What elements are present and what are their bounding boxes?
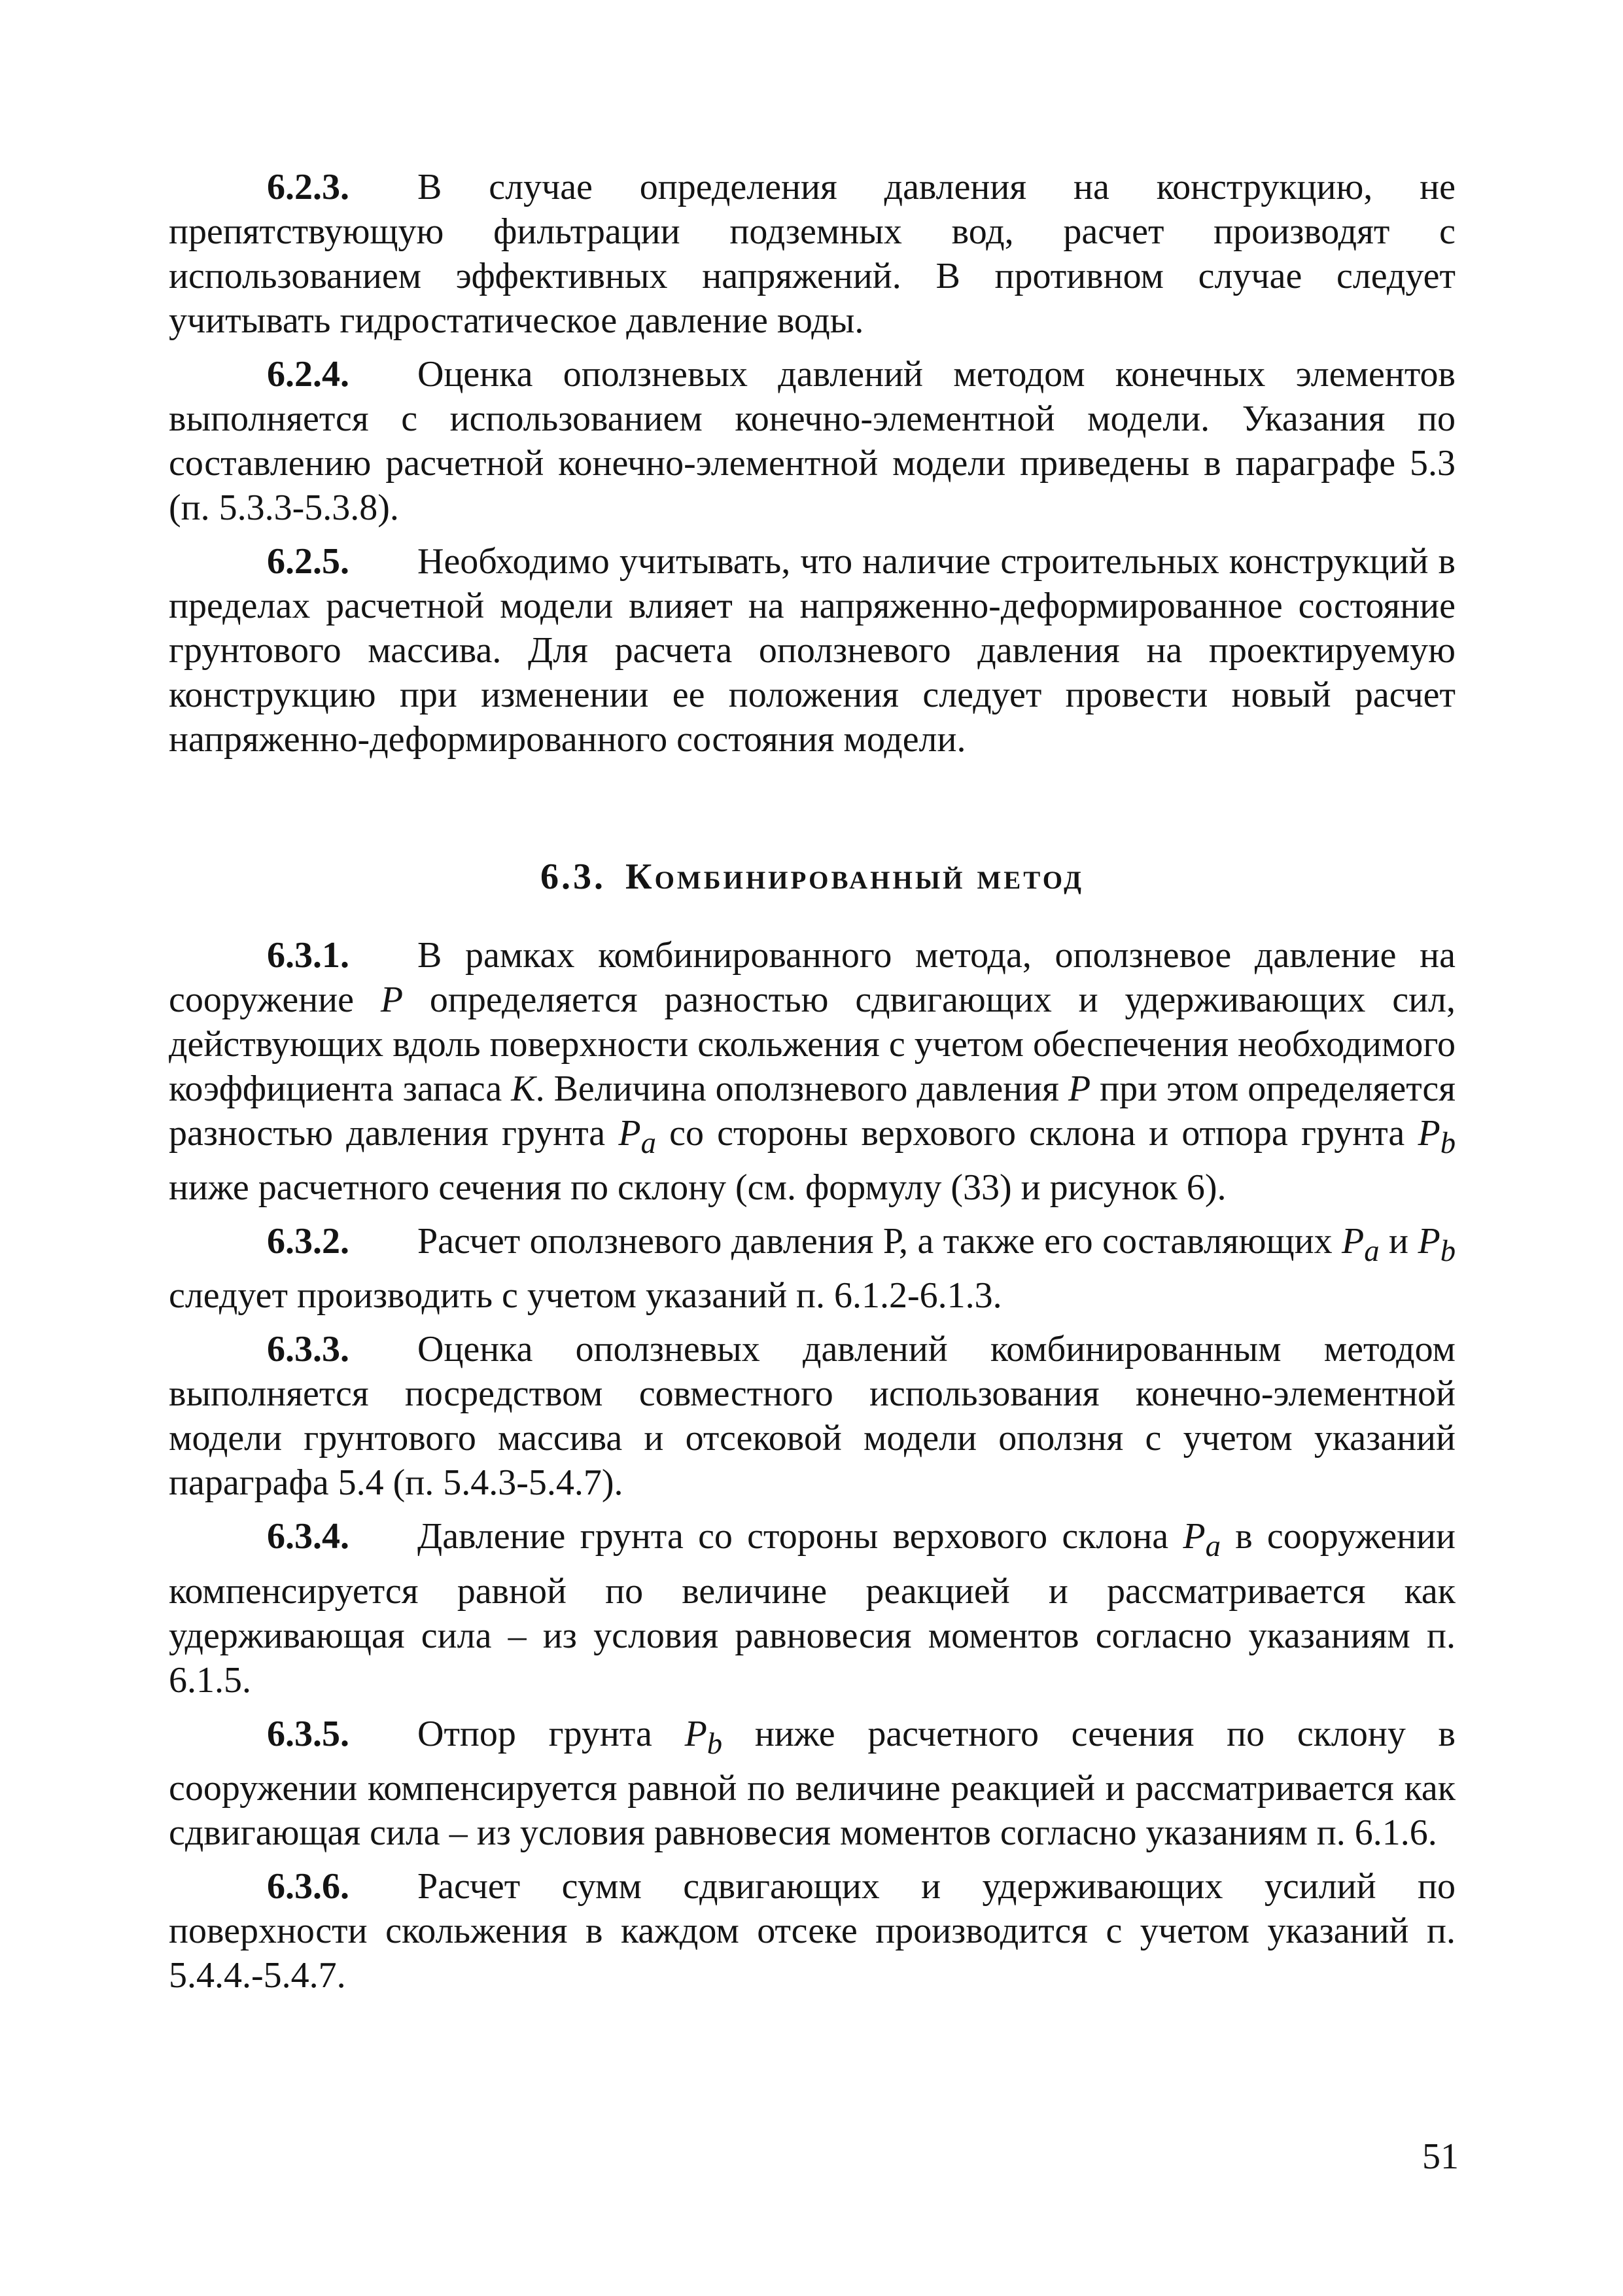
paragraph-6-2-4 xyxy=(169,352,1456,530)
variable: P xyxy=(1068,1069,1091,1109)
text-run: ниже расчетного сечения по склону в сооружении компенсируется равной по величине реакцией и рассматривается как сдвигающая сила – из условия равновесия моментов согласно указаниям п. 6.1.6. xyxy=(169,1713,1456,1853)
variable: $P_a$ xyxy=(1183,1516,1221,1564)
text-run: следует производить с учетом указаний п. 6.1.2-6.1.3. xyxy=(169,1275,1002,1316)
variable: P xyxy=(380,980,404,1020)
variable: $P_b$ xyxy=(684,1713,723,1761)
clause-number: 6.2.3. xyxy=(267,167,349,207)
paragraph-6-3-6 xyxy=(169,1864,1456,1998)
variable: $P_a$ xyxy=(618,1113,656,1161)
clause-number: 6.3.1. xyxy=(267,935,349,976)
text-run: . Величина оползневого давления xyxy=(535,1069,1059,1109)
paragraph-6-2-3 xyxy=(169,165,1456,343)
clause-number: 6.2.4. xyxy=(267,354,349,395)
text-run: со стороны верхового склона и отпора грунта xyxy=(669,1113,1405,1154)
page-number: 51 xyxy=(1422,2136,1459,2177)
paragraph-6-3-1 xyxy=(169,933,1456,1210)
text-run: при этом определяется разностью давления грунта xyxy=(169,1069,1456,1154)
variable: $P_b$ xyxy=(1418,1113,1456,1161)
text-run: и xyxy=(1389,1221,1409,1262)
paragraph-text: Расчет сумм сдвигающих и удерживающих усилий по поверхности скольжения в каждом отсеке производится с учетом указаний п. 5.4.4.-5.4.7. xyxy=(169,1865,1456,1996)
clause-number: 6.3.5. xyxy=(267,1713,349,1754)
text-run: определяется разностью сдвигающих и удерживающих сил, действующих вдоль поверхности скольжения с учетом обеспечения необходимого коэффициента запаса xyxy=(169,980,1456,1109)
clause-number: 6.3.6. xyxy=(267,1865,349,1907)
clause-number: 6.3.2. xyxy=(267,1221,349,1262)
clause-number: 6.2.5. xyxy=(267,541,349,582)
section-title: Комбинированный метод xyxy=(625,857,1085,897)
text-run: ниже расчетного сечения по склону (см. формулу (33) и рисунок 6). xyxy=(169,1167,1227,1209)
paragraph-text: Оценка оползневых давлений методом конечных элементов выполняется с использованием конечно-элементной модели. Указания по составлению расчетной конечно-элементной модели приведены в параграфе 5.3 (п. 5.3.3-5.3.8). xyxy=(169,354,1456,528)
paragraph-6-3-4 xyxy=(169,1514,1456,1702)
clause-number: 6.3.3. xyxy=(267,1329,349,1370)
variable: $P_a$ xyxy=(1342,1221,1380,1269)
text-run: Отпор грунта xyxy=(417,1713,652,1754)
variable: $P_b$ xyxy=(1418,1221,1456,1269)
paragraph-6-3-2 xyxy=(169,1219,1456,1318)
text-run: В рамках комбинированного метода, оползневое давление на сооружение xyxy=(169,935,1456,1020)
text-run: в сооружении компенсируется равной по величине реакцией и рассматривается как удерживающая сила – из условия равновесия моментов согласно указаниям п. 6.1.5. xyxy=(169,1516,1456,1701)
paragraph-6-2-5 xyxy=(169,539,1456,762)
section-number: 6.3. xyxy=(540,857,606,897)
text-run: Давление грунта со стороны верхового склона xyxy=(417,1516,1169,1557)
paragraph-text: Оценка оползневых давлений комбинированным методом выполняется посредством совместного использования конечно-элементной модели грунтового массива и отсековой модели оползня с учетом указаний параграфа 5.4 (п. 5.4.3-5.4.7). xyxy=(169,1329,1456,1504)
text-run: Расчет оползневого давления Р, а также его составляющих xyxy=(417,1221,1333,1262)
paragraph-text: Необходимо учитывать, что наличие строительных конструкций в пределах расчетной модели влияет на напряженно-деформированное состояние грунтового массива. Для расчета оползневого давления на проектируемую конструкцию при изменении ее положения следует провести новый расчет напряженно-деформированного состояния модели. xyxy=(169,541,1456,760)
clause-number: 6.3.4. xyxy=(267,1516,349,1557)
paragraph-6-3-5 xyxy=(169,1712,1456,1855)
paragraph-6-3-3 xyxy=(169,1327,1456,1505)
section-heading xyxy=(169,855,1456,899)
body-text xyxy=(169,165,1456,2007)
paragraph-text: В случае определения давления на конструкцию, не препятствующую фильтрации подземных вод, расчет производят с использованием эффективных напряжений. В противном случае следует учитывать гидростатическое давление воды. xyxy=(169,167,1456,341)
variable: K xyxy=(511,1069,536,1109)
